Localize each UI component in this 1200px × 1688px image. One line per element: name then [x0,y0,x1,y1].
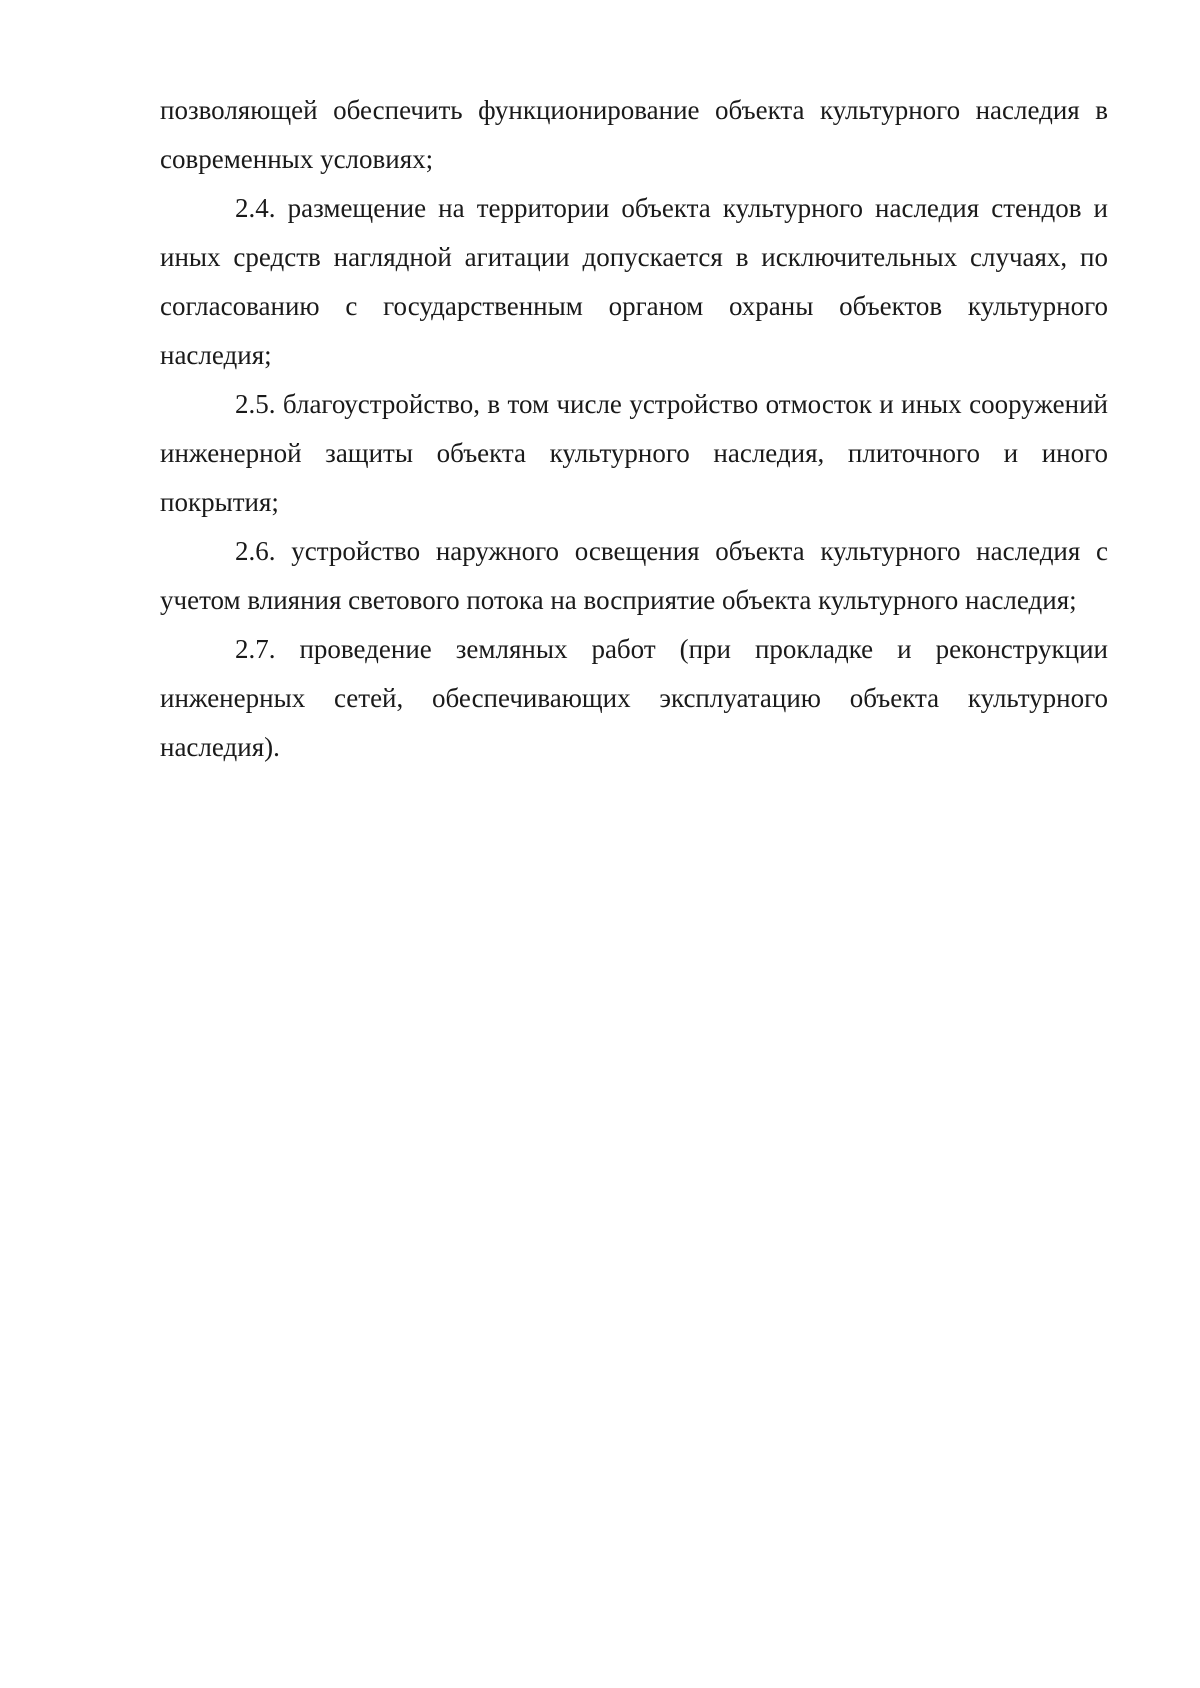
paragraph-item-2-6: 2.6. устройство наружного освещения объекта культурного наследия с учетом влияния светового потока на восприятие объекта культурного наследия; [160,536,1108,615]
paragraph-item-2-7: 2.7. проведение земляных работ (при прокладке и реконструкции инженерных сетей, обеспечивающих эксплуатацию объекта культурного наследия). [160,634,1108,762]
paragraph-item-2-4: 2.4. размещение на территории объекта культурного наследия стендов и иных средств наглядной агитации допускается в исключительных случаях, по согласованию с государственным органом охраны объектов культурного наследия; [160,193,1108,370]
paragraph-item-2-5: 2.5. благоустройство, в том числе устройство отмосток и иных сооружений инженерной защиты объекта культурного наследия, плиточного и иного покрытия; [160,389,1108,517]
document-body [160,86,1108,772]
paragraph-continuation: позволяющей обеспечить функционирование объекта культурного наследия в современных условиях; [160,95,1108,174]
